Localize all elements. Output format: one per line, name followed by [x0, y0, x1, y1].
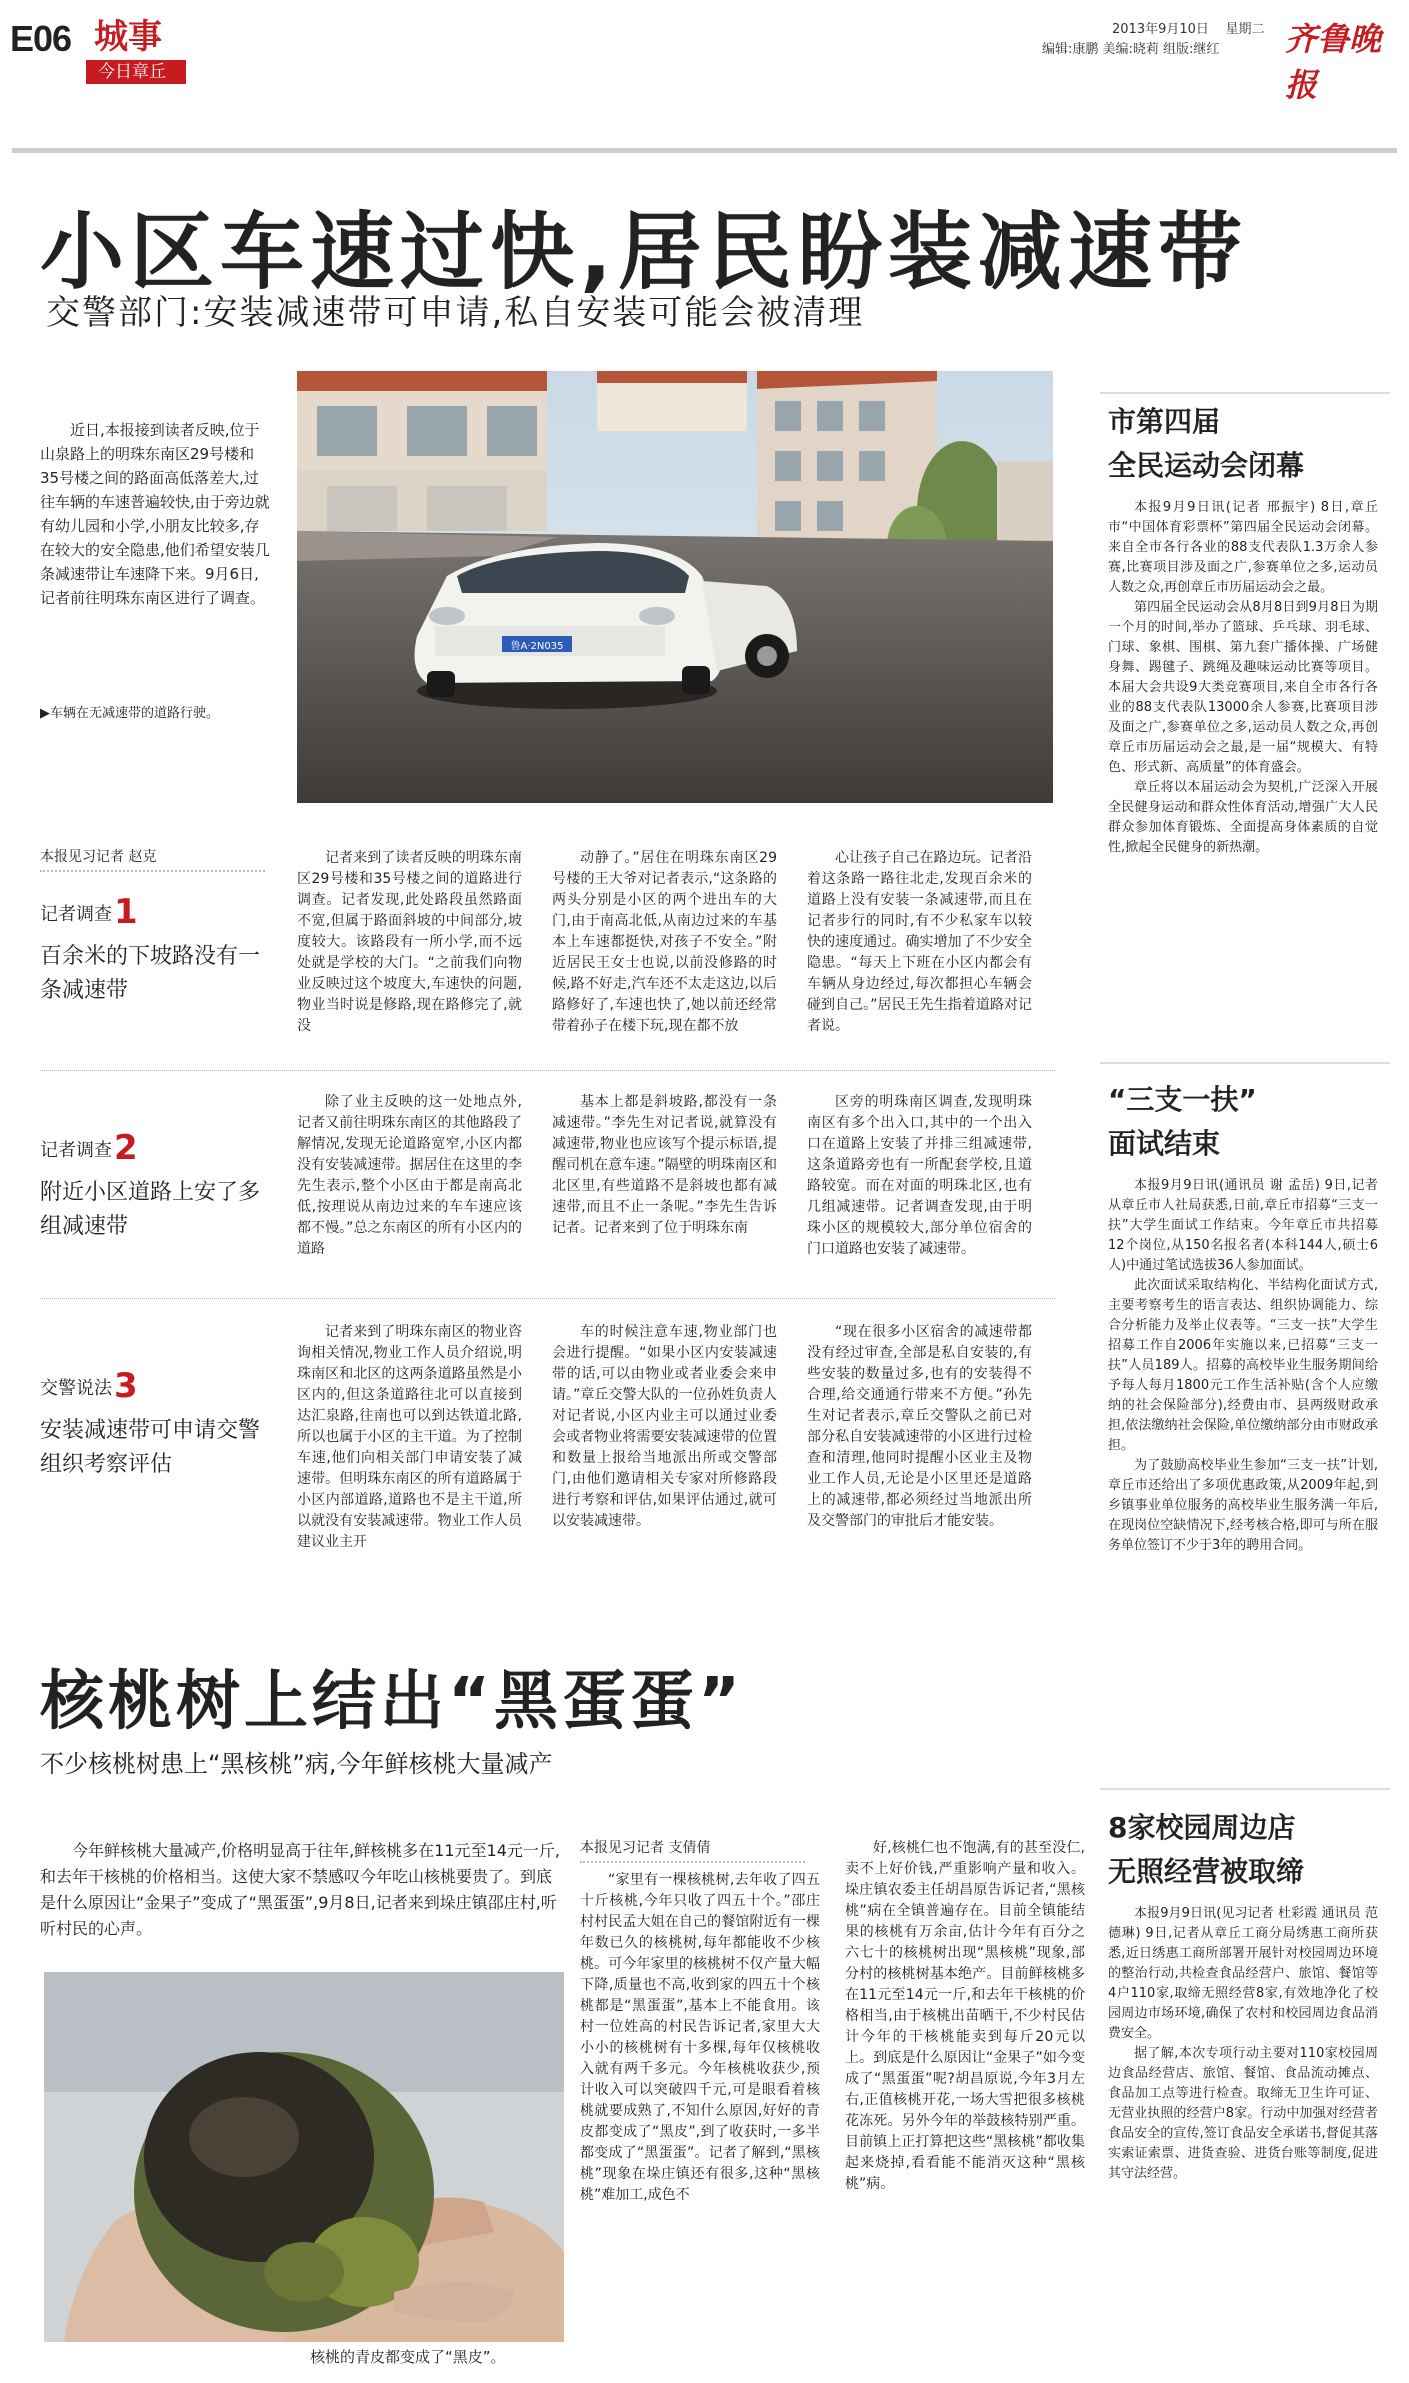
subsection-divider: [40, 1070, 1055, 1071]
subsection3-col2: 车的时候注意车速,物业部门也会进行提醒。“如果小区内安装减速带的话,可以由物业或者业委会来申请。”章丘交警大队的一位孙姓负责人对记者说,小区内业主可以通过业委会或者物业将需要安装减速带的位置和数量上报给当地派出所或交警部门,由他们邀请相关专家对所修路段进行考察和评估,如果评估通过,就可以安装减速带。: [552, 1324, 777, 1529]
page-number: E06: [10, 18, 72, 59]
sidebar-story-shops: [1108, 1806, 1378, 2184]
subsection1-number: 1: [114, 892, 138, 932]
sidebar-title: “三支一扶” 面试结束: [1108, 1083, 1257, 1160]
story1-headline: 小区车速过快,居民盼装减速带: [40, 203, 1248, 301]
story2-col1: “家里有一棵核桃树,去年收了四五十斤核桃,今年只收了四五十个。”邵庄村村民孟大姐在自己的餐馆附近有一棵年数已久的核桃树,每年都能收不少核桃。可今年家里的核桃树不仅产量大幅下降,质量也不高,收到家的四五十个核桃都是“黑蛋蛋”,基本上不能食用。该村一位姓高的村民告诉记者,家里大大小小的核桃树有十多棵,每年仅核桃收入就有两千多元。今年核桃收获少,预计收入可以突破四千元,可是眼看着核桃就要成熟了,不知什么原因,好好的青皮都变成了“黑皮”,到了收获时,一多半都变成了“黑蛋蛋”。记者了解到,“黑核桃”现象在垛庄镇还有很多,这种“黑核桃”难加工,成色不: [580, 1872, 820, 2203]
story1-intro: 近日,本报接到读者反映,位于山泉路上的明珠东南区29号楼和35号楼之间的路面高低落差大,过往车辆的车速普遍较快,由于旁边就有幼儿园和小学,小朋友比较多,存在较大的安全隐患,他们希望安装几条减速带让车速降下来。9月6日,记者前往明珠东南区进行了调查。: [40, 421, 270, 607]
newspaper-logo: 齐鲁晚报: [1285, 20, 1382, 104]
story2-subhead: 不少核桃树患上“黑核桃”病,今年鲜核桃大量减产: [40, 1750, 553, 1778]
subsection2-title: 附近小区道路上安了多组减速带: [40, 1180, 261, 1239]
caption-triangle-icon: ▶: [40, 706, 50, 721]
date-line: [1112, 18, 1264, 37]
subsection1-col3: 心让孩子自己在路边玩。记者沿着这条路一路往北走,发现百余米的道路上没有安装一条减速带,而且在记者步行的同时,有不少私家车以较快的速度通过。确实增加了不少安全隐患。“每天上下班在小区内都会有车辆从身边经过,每次都担心车辆会碰到自己。”居民王先生指着道路对记者说。: [807, 850, 1032, 1034]
story2-byline: 本报见习记者 支倩倩: [580, 1840, 711, 1856]
top-divider: [12, 148, 1397, 153]
section-name: 城事: [94, 17, 162, 57]
subsection2-label: 记者调查2: [40, 1128, 138, 1168]
street-car-photo: [297, 371, 1053, 803]
subsection1-title: 百余米的下坡路没有一条减速带: [40, 944, 261, 1003]
sidebar-divider: [1100, 392, 1390, 394]
sidebar-body: 本报9月9日讯(见习记者 杜彩霞 通讯员 范德琳) 9日,记者从章丘工商分局绣惠工商所获悉,近日绣惠工商所部署开展针对校园周边环境的整治行动,共检查食品经营户、旅馆、餐馆等4户110家,取缔无照经营8家,有效地净化了校园周边市场环境,确保了农村和校园周边食品消费安全。 据了解,本次专项行动主要对110家校园周边食品经营店、旅馆、餐馆、食品流动摊点、食品加工点等进行检查。取缔无卫生许可证、无营业执照的经营户8家。行动中加强对经营者食品安全的宣传,签订食品安全承诺书,督促其落实索证索票、进货查验、进货台账等制度,促进其守法经营。: [1108, 1906, 1378, 2181]
editor-credits: 编辑:康鹏 美编:晓莉 组版:继红: [1042, 42, 1220, 57]
subsection3-col1: 记者来到了明珠东南区的物业咨询相关情况,物业工作人员介绍说,明珠南区和北区的这两条道路虽然是小区内的,但这条道路往北可以直接到达汇泉路,往南也可以到达铁道北路,所以也属于小区的主干道。为了控制车速,他们向相关部门申请安装了减速带。但明珠东南区的所有道路属于小区内部道路,道路也不是主干道,所以就没有安装减速带。物业工作人员建议业主开: [297, 1324, 522, 1550]
story2-headline: 核桃树上结出“黑蛋蛋”: [40, 1665, 745, 1739]
section-subtitle: 今日章丘: [86, 60, 186, 84]
sidebar-divider: [1100, 1788, 1390, 1790]
sidebar-story-games: [1108, 400, 1378, 858]
subsection3-col3: “现在很多小区宿舍的减速带都没有经过审查,全部是私自安装的,有些安装的数量过多,也有的安装得不合理,给交通通行带来不方便。”孙先生对记者表示,章丘交警队之前已对部分私自安装减速带的小区进行过检查和清理,他同时提醒小区业主及物业工作人员,无论是小区里还是道路上的减速带,都必须经过当地派出所及交警部门的审批后才能安装。: [807, 1324, 1032, 1529]
sidebar-title: 市第四届 全民运动会闭幕: [1108, 405, 1305, 482]
sidebar-body: 本报9月9日讯(通讯员 谢 孟岳) 9日,记者从章丘市人社局获悉,日前,章丘市招募“三支一扶”大学生面试工作结束。今年章丘市共招募12个岗位,从150名报名者(本科144人,硕士6人)中通过笔试选拔36人参加面试。 此次面试采取结构化、半结构化面试方式,主要考察考生的语言表达、组织协调能力、综合分析能力及举止仪表等。“三支一扶”大学生招募工作自2006年实施以来,已招募“三支一扶”人员189人。招募的高校毕业生服务期间给予每人每月1800元工作生活补贴(含个人应缴纳的社会保险部分),经费由市、县两级财政承担,依法缴纳社会保险,单位缴纳部分由市财政承担。 为了鼓励高校毕业生参加“三支一扶”计划,章丘市还给出了多项优惠政策,从2009年起,到乡镇事业单位服务的高校毕业生服务满一年后,在现岗位空缺情况下,经考核合格,即可与所在服务单位签订不少于3年的聘用合同。: [1108, 1178, 1378, 1553]
sidebar-divider: [1100, 1062, 1390, 1064]
subsection1-label: 记者调查1: [40, 892, 138, 932]
section-tag: [86, 16, 186, 82]
story2-intro: 今年鲜核桃大量减产,价格明显高于往年,鲜核桃多在11元至14元一斤,和去年干核桃的价格相当。这使大家不禁感叹今年吃山核桃要贵了。到底是什么原因让“金果子”变成了“黑蛋蛋”,9月8日,记者来到垛庄镇邵庄村,听听村民的心声。: [40, 1841, 560, 1938]
weekday: 星期二: [1225, 22, 1265, 37]
subsection3-label: 交警说法3: [40, 1366, 138, 1406]
story1-subhead: 交警部门:安装减速带可申请,私自安装可能会被清理: [46, 293, 865, 333]
sidebar-title: 8家校园周边店 无照经营被取缔: [1108, 1811, 1305, 1888]
subsection3-title: 安装减速带可申请交警组织考察评估: [40, 1418, 261, 1477]
story2-byline-divider: [580, 1861, 805, 1863]
subsection2-col2: 基本上都是斜坡路,都没有一条减速带。”李先生对记者说,就算没有减速带,物业也应该写个提示标语,提醒司机在意车速。”隔壁的明珠南区和北区里,有些道路不是斜坡也都有减速带,而且不止一条呢。”李先生告诉记者。记者来到了位于明珠东南: [552, 1094, 777, 1236]
subsection3-number: 3: [114, 1366, 138, 1406]
subsection1-col2: 动静了。”居住在明珠东南区29号楼的王大爷对记者表示,“这条路的两头分别是小区的两个进出车的大门,由于南高北低,从南边过来的车基本上车速都挺快,对孩子不安全。”附近居民王女士也说,以前没修路的时候,路不好走,汽车还不太走这边,以后路修好了,车速也快了,她以前还经常带着孙子在楼下玩,现在都不放: [552, 850, 777, 1034]
black-walnut-photo: [44, 1972, 564, 2342]
date: 2013年9月10日: [1112, 22, 1209, 37]
story2-photo-caption: 核桃的青皮都变成了“黑皮”。: [310, 2348, 506, 2366]
subsection-divider: [40, 1298, 1055, 1299]
subsection2-number: 2: [114, 1128, 138, 1168]
sidebar-body: 本报9月9日讯(记者 邢振宇) 8日,章丘市“中国体育彩票杯”第四届全民运动会闭幕。来自全市各行各业的88支代表队1.3万余人参赛,比赛项目涉及面之广,参赛单位之多,运动员人数之众,再创章丘市历届运动会之最。 第四届全民运动会从8月8日到9月8日为期一个月的时间,举办了篮球、乒乓球、羽毛球、门球、象棋、围棋、第九套广播体操、广场健身舞、踢毽子、跳绳及趣味运动比赛等项目。本届大会共设9大类竞赛项目,来自全市各行各业的88支代表队13000余人参赛,比赛项目涉及面之广,参赛单位之多,运动员人数之众,再创章丘市历届运动会之最,是一届“规模大、有特色、形式新、高质量”的体育盛会。 章丘将以本届运动会为契机,广泛深入开展全民健身运动和群众性体育活动,增强广大人民群众参加体育锻炼、全面提高身体素质的自觉性,掀起全民健身的新热潮。: [1108, 500, 1378, 855]
license-plate: 鲁A·2N035: [510, 641, 564, 652]
byline-divider: [40, 870, 265, 872]
subsection1-col1: 记者来到了读者反映的明珠东南区29号楼和35号楼之间的道路进行调查。记者发现,此处路段虽然路面不宽,但属于路面斜坡的中间部分,坡度较大。该路段有一所小学,而不远处就是学校的大门。“之前我们向物业反映过这个坡度大,车速快的问题,物业当时说是修路,现在路修完了,就没: [297, 850, 522, 1034]
story2-col2: 好,核桃仁也不饱满,有的甚至没仁,卖不上好价钱,严重影响产量和收入。垛庄镇农委主任胡昌原告诉记者,“黑核桃”病在全镇普遍存在。目前全镇能结果的核桃有万余亩,估计今年有百分之六七十的核桃树出现“黑核桃”现象,部分村的核桃树基本绝产。目前鲜核桃多在11元至14元一斤,和去年干核桃的价格相当,由于核桃出苗晒干,不少村民估计今年的干核桃能卖到每斤20元以上。到底是什么原因让“金果子”如今变成了“黑蛋蛋”呢?胡昌原说,今年3月左右,正值核桃开花,一场大雪把很多核桃花冻死。另外今年的举鼓核特别严重。目前镇上正打算把这些“黑核桃”都收集起来烧掉,看看能不能消灭这种“黑核桃”病。: [845, 1840, 1085, 2192]
story1-byline: 本报见习记者 赵克: [40, 849, 157, 865]
subsection2-col1: 除了业主反映的这一处地点外,记者又前往明珠东南区的其他路段了解情况,发现无论道路宽窄,小区内都没有安装减速带。据居住在这里的李先生表示,整个小区由于都是南高北低,按理说从南边过来的车车速应该都不慢。”总之东南区的所有小区内的道路: [297, 1094, 522, 1257]
sidebar-story-interview: [1108, 1078, 1378, 1556]
page-header: [0, 0, 1409, 104]
subsection2-col3: 区旁的明珠南区调查,发现明珠南区有多个出入口,其中的一个出入口在道路上安装了并排三组减速带,这条道路旁也有一所配套学校,且道路较宽。而在对面的明珠北区,也有几组减速带。记者调查发现,由于明珠小区的规模较大,部分单位宿舍的门口道路也安装了减速带。: [807, 1094, 1032, 1257]
story1-photo-caption: ▶车辆在无减速带的道路行驶。: [40, 706, 220, 721]
